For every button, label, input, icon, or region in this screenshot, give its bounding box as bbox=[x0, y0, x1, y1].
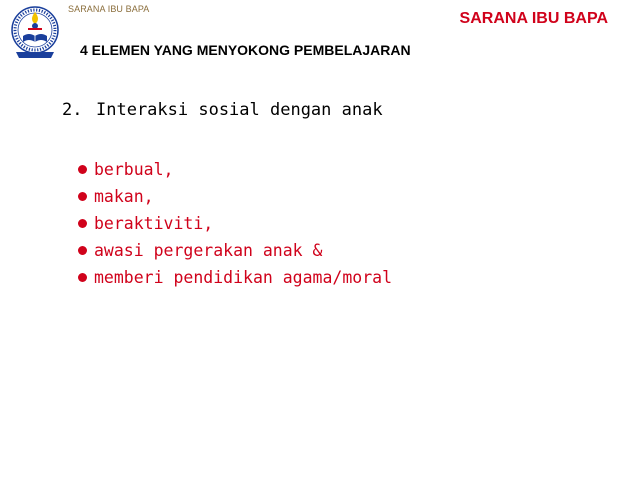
header-right-title: SARANA IBU BAPA bbox=[459, 10, 608, 27]
bullet-label: memberi pendidikan agama/moral bbox=[94, 268, 393, 287]
bullet-dot-icon bbox=[78, 273, 87, 282]
bullet-list bbox=[78, 156, 392, 291]
list-item bbox=[78, 183, 392, 210]
ministry-emblem-icon bbox=[10, 0, 60, 66]
list-item bbox=[78, 264, 392, 291]
list-item bbox=[78, 156, 392, 183]
header-small-title: SARANA IBU BAPA bbox=[68, 4, 150, 14]
list-item bbox=[78, 210, 392, 237]
list-item bbox=[78, 237, 392, 264]
bullet-label: berbual, bbox=[94, 160, 174, 179]
bullet-label: beraktiviti, bbox=[94, 214, 214, 233]
bullet-label: makan, bbox=[94, 187, 154, 206]
bullet-dot-icon bbox=[78, 219, 87, 228]
bullet-dot-icon bbox=[78, 192, 87, 201]
bullet-dot-icon bbox=[78, 165, 87, 174]
slide-subtitle: 4 ELEMEN YANG MENYOKONG PEMBELAJARAN bbox=[80, 42, 411, 58]
bullet-label: awasi pergerakan anak & bbox=[94, 241, 323, 260]
section-heading-text: Interaksi sosial dengan anak bbox=[96, 100, 383, 120]
section-heading bbox=[62, 100, 383, 120]
bullet-dot-icon bbox=[78, 246, 87, 255]
section-number: 2. bbox=[62, 100, 83, 120]
